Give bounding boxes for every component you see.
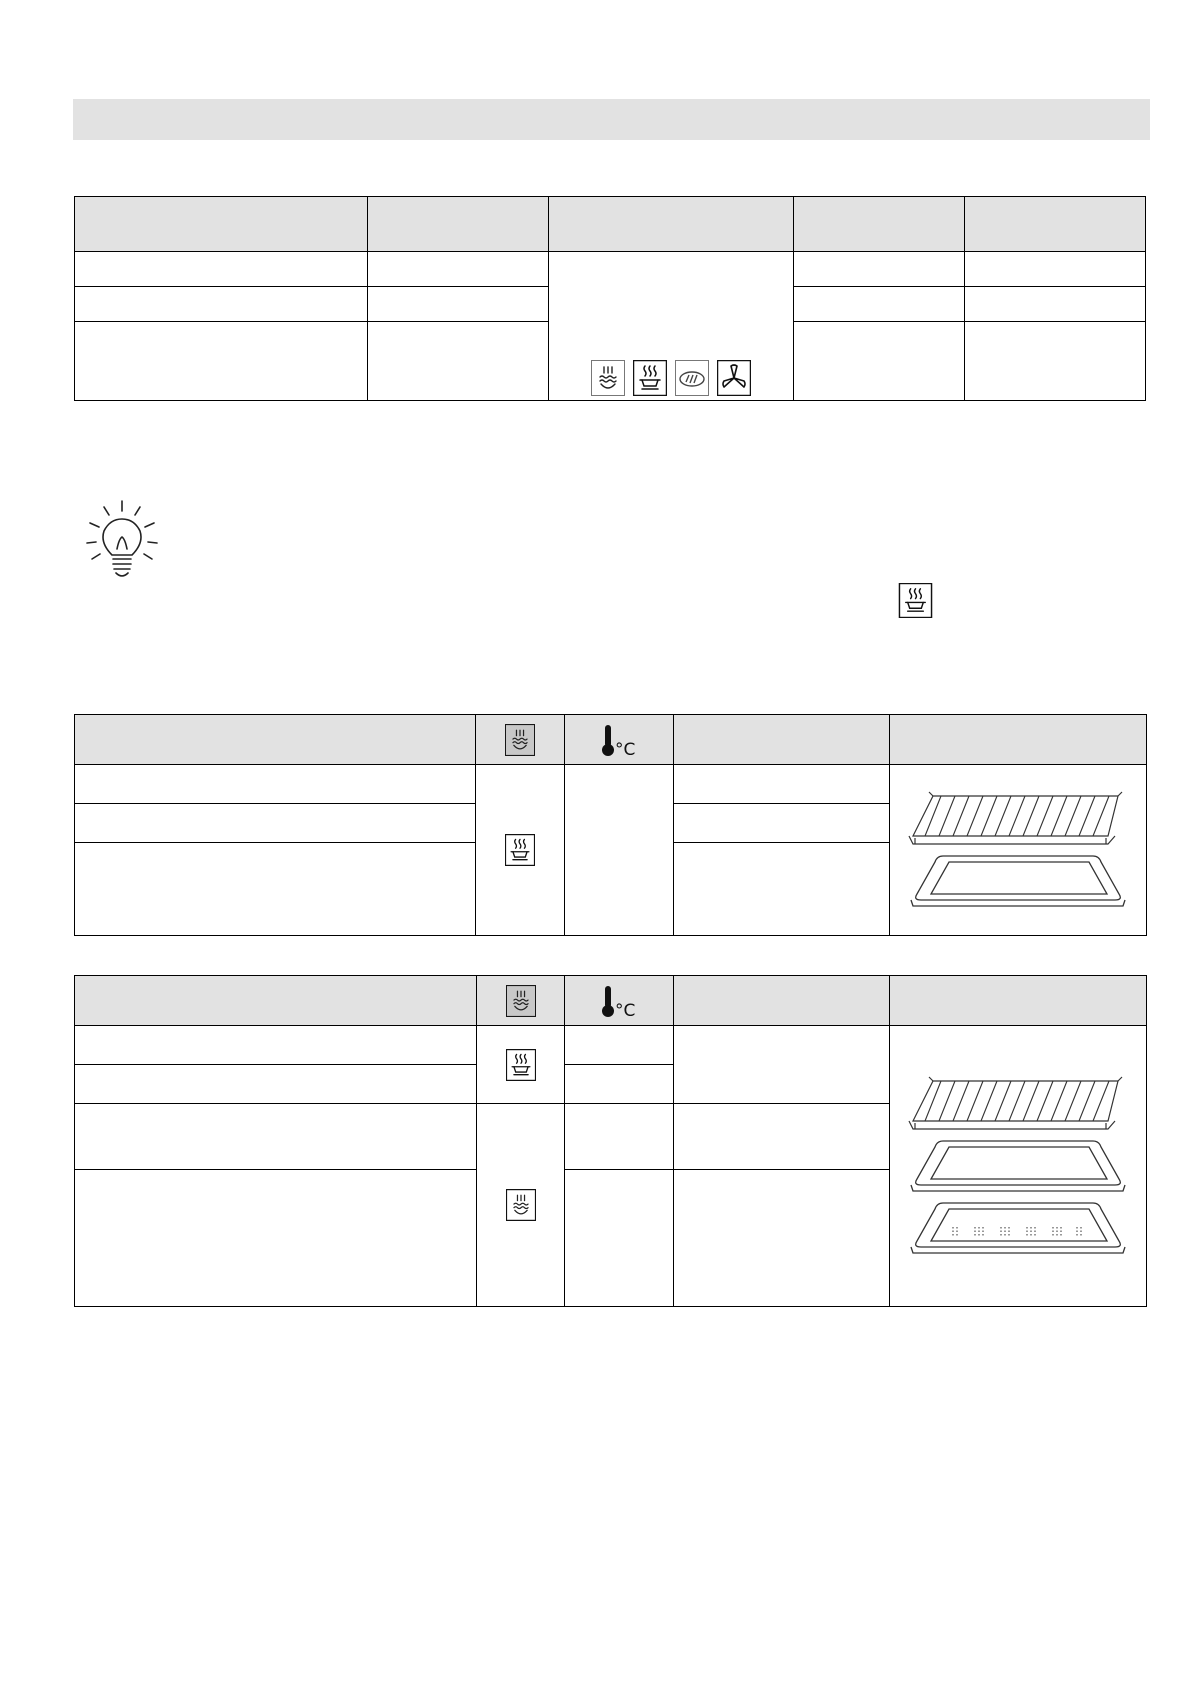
header-cell xyxy=(477,976,565,1026)
mode-cell xyxy=(477,1026,565,1104)
table-cell xyxy=(793,252,964,287)
table-cell xyxy=(674,1170,890,1307)
header-cell xyxy=(890,976,1147,1026)
section-header-bar xyxy=(73,99,1150,140)
table-header-row xyxy=(75,976,1147,1026)
steam-icon xyxy=(591,360,625,396)
table-cell xyxy=(565,1026,674,1065)
header-cell xyxy=(793,197,964,252)
baking-tray-image xyxy=(903,850,1133,912)
table-row xyxy=(75,765,1147,804)
lightbulb-icon xyxy=(82,497,162,585)
steam-icon xyxy=(506,1189,536,1221)
table-cell xyxy=(565,1065,674,1104)
header-cell xyxy=(75,197,368,252)
header-cell xyxy=(964,197,1145,252)
table-cell xyxy=(674,1026,890,1104)
accessories-cell xyxy=(890,765,1147,936)
mode-icons-group xyxy=(549,360,792,396)
wire-rack-image xyxy=(903,1073,1133,1135)
temperature-cell xyxy=(565,765,674,936)
bread-icon xyxy=(675,360,709,396)
table-cell xyxy=(75,1065,477,1104)
table-cell xyxy=(565,1104,674,1170)
table-row xyxy=(75,1026,1147,1065)
steam-icon xyxy=(505,724,535,756)
table-cell xyxy=(75,322,368,401)
table-cell xyxy=(368,322,549,401)
accessories-cell xyxy=(890,1026,1147,1307)
table-row xyxy=(75,252,1146,287)
steam-dish-icon xyxy=(898,583,933,618)
steam-dish-icon xyxy=(505,834,535,866)
mode-cell xyxy=(477,1104,565,1307)
thermometer-icon xyxy=(599,983,639,1019)
perforated-tray-image xyxy=(903,1197,1133,1259)
header-cell xyxy=(565,976,674,1026)
header-cell xyxy=(890,715,1147,765)
wire-rack-image xyxy=(903,788,1133,850)
table-cell xyxy=(75,765,476,804)
steam-dish-icon xyxy=(633,360,667,396)
table-cell xyxy=(674,1104,890,1170)
table-cell xyxy=(674,765,890,804)
header-cell xyxy=(565,715,674,765)
table-cell xyxy=(75,1170,477,1307)
fan-icon xyxy=(717,360,751,396)
cooking-table-a xyxy=(74,714,1147,936)
table-header-row xyxy=(75,715,1147,765)
modes-table xyxy=(74,196,1146,401)
baking-tray-image xyxy=(903,1135,1133,1197)
table-cell xyxy=(964,322,1145,401)
steam-icon xyxy=(506,985,536,1017)
table-cell xyxy=(674,804,890,843)
table-cell xyxy=(75,843,476,936)
table-cell xyxy=(75,252,368,287)
header-cell xyxy=(368,197,549,252)
table-cell xyxy=(674,843,890,936)
mode-cell xyxy=(476,765,565,936)
table-cell xyxy=(793,287,964,322)
table-cell xyxy=(964,287,1145,322)
cooking-table-b xyxy=(74,975,1147,1307)
table-cell xyxy=(964,252,1145,287)
table-cell xyxy=(75,804,476,843)
table-cell xyxy=(368,252,549,287)
table-cell xyxy=(565,1170,674,1307)
header-cell xyxy=(75,976,477,1026)
table-header-row xyxy=(75,197,1146,252)
table-cell xyxy=(75,287,368,322)
header-cell xyxy=(549,197,793,252)
header-cell xyxy=(75,715,476,765)
header-cell xyxy=(476,715,565,765)
table-cell xyxy=(75,1104,477,1170)
table-cell xyxy=(793,322,964,401)
header-cell xyxy=(674,976,890,1026)
table-cell xyxy=(75,1026,477,1065)
mode-icons-cell xyxy=(549,252,793,401)
header-cell xyxy=(674,715,890,765)
table-cell xyxy=(368,287,549,322)
thermometer-icon xyxy=(599,722,639,758)
steam-dish-icon xyxy=(506,1049,536,1081)
